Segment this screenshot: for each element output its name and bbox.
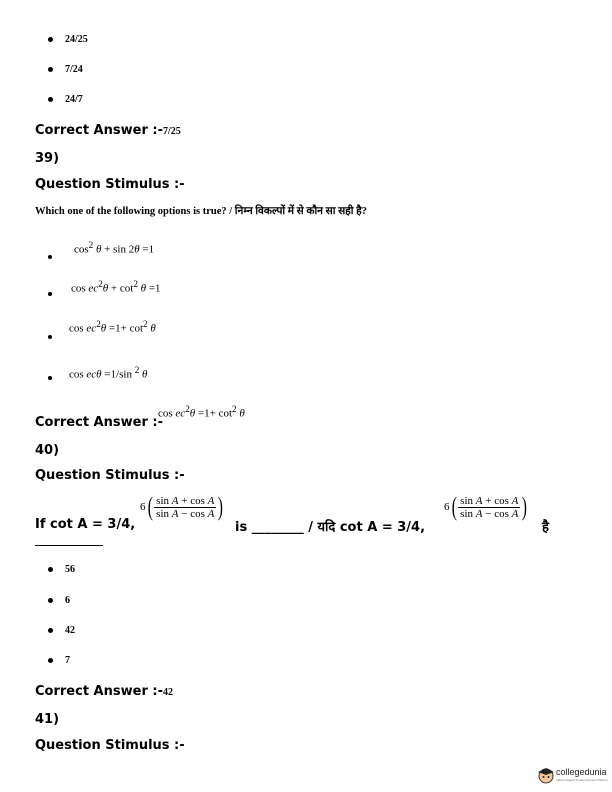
question-text-prefix: If cot A = 3/4, <box>35 517 136 532</box>
collegedunia-logo: collegedunia India's largest Student Review Platform <box>536 763 610 787</box>
option-item: 24/7 <box>48 94 83 105</box>
answer-blank-line <box>35 545 103 546</box>
option-item: 24/25 <box>48 34 88 45</box>
bullet-icon <box>48 628 53 633</box>
question-text: Which one of the following options is true? / निम्न विकल्पों में से कौन सा सही है? <box>35 206 367 217</box>
option-item: 56 <box>48 564 75 575</box>
option-formula: $\cos ec^2\theta + \cot^2 \theta =1$ <box>71 279 161 295</box>
expression-fraction: 6( $\frac{\text{sin A + cos A}}{\text{sin A − cos A}}$ ) <box>444 492 528 521</box>
option-formula: cos ecθ =1/sin $^2$ θ <box>69 365 148 381</box>
bullet-icon <box>48 67 53 72</box>
bullet-icon <box>48 335 52 339</box>
option-item: 6 <box>48 595 70 606</box>
correct-answer-39: Correct Answer :- <box>35 415 163 430</box>
expression-fraction: 6( $\frac{\text{sin A + cos A}}{\text{sin A − cos A}}$ ) <box>140 492 224 521</box>
bullet-icon <box>48 37 53 42</box>
option-item: 42 <box>48 625 75 636</box>
question-text-suffix: है <box>542 520 549 535</box>
correct-answer-40: Correct Answer :-42 <box>35 684 173 699</box>
question-stimulus-label: Question Stimulus :- <box>35 177 185 192</box>
bullet-icon <box>48 567 53 572</box>
bullet-icon <box>48 658 53 663</box>
option-formula: $\cos^2 \theta + \sin 2\theta =1$ <box>74 240 155 256</box>
mascot-icon <box>536 765 556 785</box>
bullet-icon <box>48 292 52 296</box>
question-stimulus-label: Question Stimulus :- <box>35 468 185 483</box>
option-item: 7 <box>48 655 70 666</box>
bullet-icon <box>48 598 53 603</box>
question-number: 41) <box>35 712 60 727</box>
option-formula: $\cos ec^2\theta =1+ \cot^2 \theta$ <box>69 319 156 335</box>
bullet-icon <box>48 97 53 102</box>
question-number: 40) <box>35 443 60 458</box>
correct-answer-38: Correct Answer :-7/25 <box>35 123 181 138</box>
bullet-icon <box>48 376 52 380</box>
option-item: 7/24 <box>48 64 83 75</box>
question-text-middle: is ________ / यदि cot A = 3/4, <box>235 520 426 535</box>
answer-formula: $\cos ec^2\theta =1+ \cot^2 \theta$ <box>158 404 245 420</box>
question-number: 39) <box>35 151 60 166</box>
bullet-icon <box>48 255 52 259</box>
question-stimulus-label: Question Stimulus :- <box>35 738 185 753</box>
